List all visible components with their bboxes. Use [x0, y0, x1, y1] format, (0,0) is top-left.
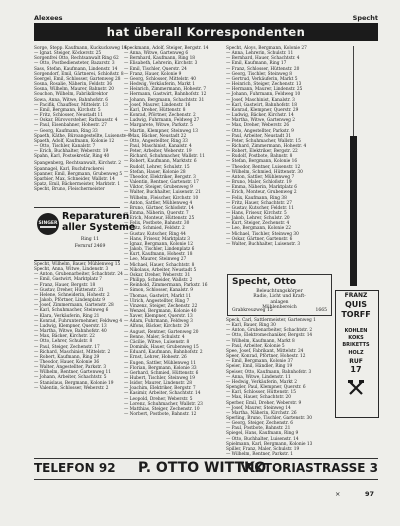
directory-entry: — Felix, Kaufmann, Ring 38 [226, 195, 287, 201]
directory-entry: — Wenzel, Bergmann, Kolonie 40 [124, 308, 197, 314]
directory-entry: — Emil, Bergmann, Kirchstr. 5 [34, 107, 101, 113]
directory-entry: Spaeth, Adolf, Kaufmann, Kolonie 12 [34, 138, 115, 144]
directory-entry: — Hubert, Tischler, Steinweg 19 [124, 376, 195, 381]
ad-reparaturen-phone: Fernruf 2469 [74, 244, 106, 249]
directory-entry: — Nikolaus, Arbeiter, Neustadt 5 [124, 267, 197, 273]
tower-line-5: KOKS [348, 335, 364, 341]
tower-line-8: RUF [349, 358, 363, 365]
directory-entry: Sorge, Stepp. Kaufmann, Kuckucksweg 14 [34, 46, 127, 51]
directory-entry: — Bernhard, Kaufmann, Ring 18 [124, 56, 196, 62]
directory-entry: Spatz, Emil, Bäckermeister, Marktstr. 1 [34, 182, 121, 188]
directory-entry: — Georg, Steiger, Zechenstr. 6 [226, 421, 293, 427]
directory-entry: — Jakob, Tischler, Lindenplatz 6 [124, 247, 195, 253]
directory-entry: Specht, Anna, Witwe, Lindenstr. 3 [34, 267, 109, 273]
directory-entry: — Stefan, Bergmann, Kolonie 16 [226, 159, 298, 165]
directory-entry: — Philipp, Schneider, Wallstr. 2 [124, 278, 193, 284]
directory-entry: — Isidor, Maurer, Lindenstr. 28 [124, 381, 192, 387]
directory-entry: — Thomas, Gastwirt, Markt 11 [124, 293, 192, 299]
directory-entry: — Johann, Fuhrmann, Feldweg 10 [226, 92, 301, 98]
directory-entry: — Ludwig, Bäcker, Kirchstr. 14 [226, 113, 294, 119]
directory-entry: — Helene, Schneiderin, Hohestr. 2 [34, 292, 110, 298]
directory-entry: — Theodor, Rentner, Luisenstr. 12 [226, 164, 301, 170]
directory-entry: — Oskar, Dreher, Weberstr. 31 [124, 272, 191, 278]
directory-entry: — Reinhold, Zimmermann, Parkstr. 16 [124, 283, 208, 289]
directory-entry: — Otto, Postbediensteter, Bazarstr. 3 [34, 61, 115, 67]
directory-entry: — Rudolf, Lehrer, Schulstr. 15 [124, 164, 190, 170]
directory-entry: — Hermann, Gastwirt, Bahnhofstr. 12 [124, 92, 207, 98]
directory-entry: Sosna, Rosalie, Näherin, Feldstr. 36 [34, 82, 113, 88]
directory-entry: — Wilhelm, Rentner, Parkstr. 1 [226, 452, 294, 458]
directory-entry: — Josef, Maurer, Lindenstr. 16 [124, 102, 191, 108]
ad-reparaturen-line2: aller Systeme [62, 222, 136, 233]
directory-entry: — Konrad, Fuhrunternehmer, Feldweg 4 [34, 318, 123, 324]
directory-entry: — Karl, Dreher, Hüttenstr. 8 [124, 107, 186, 113]
directory-entry: — Fritz, Hauer, Schachtstr. 27 [226, 200, 293, 206]
directory-entry: — Bernhard, Hauer, Schachtstr. 4 [226, 56, 300, 62]
ad-specht-phone: 1665 [315, 308, 327, 313]
column-1 [34, 46, 131, 193]
directory-entry: — Jakob, Pförtner, Lindenplatz 9 [34, 298, 105, 304]
directory-entry: — Florian, Bergmann, Kolonie 33 [124, 365, 197, 371]
directory-entry: — Max, Dreher, Weberstr. 26 [226, 123, 290, 129]
directory-entry: — Emil, Gastwirt, Marktplatz 7 [34, 277, 102, 283]
footer-ad-phone: TELEFON 92 [34, 461, 116, 475]
directory-entry: — Rudolf, Postbote, Bahnstr. 8 [226, 154, 293, 160]
directory-entry: — Wilhelm, Kaufmann, Markt 8 [226, 338, 295, 344]
ad-specht-name: Specht, Otto [232, 277, 297, 287]
directory-entry: — Karl, Bauer, Ring 30 [226, 323, 276, 329]
directory-entry: — Theodor, Hauer, Kolonie 36 [34, 359, 100, 365]
directory-entry: — Dominik, Hauer, Grubenweg 15 [124, 345, 199, 351]
singer-logo-text: SINGER [38, 221, 58, 226]
directory-entry: — Michael, Tischler, Steinweg 30 [226, 231, 299, 237]
directory-entry: — Hans, Friseur, Marktplatz 3 [124, 236, 191, 242]
directory-entry: — Erich, Monteur, Hüttenstr. 25 [124, 216, 195, 222]
directory-entry: — Fritz, Schlosser, Neustadt 11 [34, 113, 104, 119]
directory-entry: — Ludwig, Fuhrmann, Feldweg 27 [124, 118, 200, 124]
tower-line-9: 17 [350, 365, 362, 374]
directory-entry: — Konrad, Pförtner, Zechenstr. 2 [124, 113, 196, 119]
directory-entry: — Paul, Steiger, Zechenstr. 17 [34, 344, 100, 350]
directory-entry: — Kasimir, Arbeiter, Schachtstr. 14 [124, 391, 201, 397]
hammer-pick-icon [348, 380, 364, 396]
column-2-entries [124, 46, 220, 417]
tower-line-4: KOHLEN [344, 328, 368, 334]
directory-entry: — Otto, Tischler, Kanalstr. 7 [34, 143, 96, 149]
directory-entry: — Joachim, Elektriker, Bergstr. 7 [124, 386, 196, 392]
directory-entry: — Ludwig, Klempner, Querstr. 13 [34, 323, 107, 329]
directory-entry: — Anton, Grubenarbeiter, Schachtstr. 24 [34, 272, 123, 278]
directory-entry: — Cäcilie, Witwe, Luisenstr. 8 [124, 339, 190, 345]
directory-entry: — Josef, Zimmermann, Gartenstr. 28 [34, 303, 114, 309]
directory-entry: — Kurt, Steiger, Zechenstr. 4 [226, 221, 290, 227]
directory-entry: — Elisabeth, Lehrerin, Kirchstr. 3 [124, 61, 198, 67]
directory-entry: Spaeth, Käthe, Büroangestellte, Luisenstr. 9 [34, 133, 131, 139]
directory-entry: Sperber, Emil, Dreher, Weberstr. 9 [226, 400, 302, 406]
ad-specht-line1: Beleuchtungskörper [256, 289, 303, 294]
directory-entry: — Max, Hauer, Schachtstr. 20 [226, 395, 292, 401]
ad-reparaturen-address: Ring 11 [80, 237, 100, 242]
directory-entry: Spiegel, Hans, Kaufmann, Ring 9 [226, 431, 299, 437]
directory-entry: Spee, Josef, Fabrikant, Mittelstr. 24 [226, 348, 304, 354]
footer-ad [34, 458, 378, 480]
running-head-right: Specht [352, 14, 378, 22]
directory-entry: — Otto, Elektromechaniker, Bergstr. 14 [226, 333, 313, 339]
ad-reparaturen [34, 207, 136, 261]
banner-headline: hat überall Korrespondenten [34, 23, 378, 41]
directory-entry: — Alfons, Bäcker, Kirchstr. 29 [124, 324, 190, 330]
directory-entry: — Peter, Schuhmacher, Wallstr. 15 [226, 138, 301, 144]
directory-entry: — Peter, Arbeiter, Weberstr. 19 [124, 149, 192, 155]
directory-entry: — Bruno, Gärtner, Schloßstr. 14 [124, 205, 194, 211]
directory-entry: — Paul, Maschinist, Kanalstr. 4 [124, 143, 192, 149]
directory-entry: — Leo, Maurer, Steinweg 27 [124, 257, 187, 263]
directory-entry: Specht, Aloys, Bergmann, Kolonie 27 [226, 46, 307, 51]
directory-entry: — Felix, Postbote, Bahnstr. 30 [124, 221, 190, 227]
directory-entry: — Johann, Bergmann, Schachtstr. 31 [124, 97, 205, 103]
directory-entry: — Stefan, Hauer, Kolonie 28 [124, 169, 186, 175]
directory-entry: — Hedwig, Verkäuferin, Markt 1 [124, 82, 195, 88]
directory-entry: — Hans, Friseur, Kirchstr. 5 [226, 211, 287, 216]
directory-entry: — Matthias, Steiger, Zechenstr. 10 [124, 406, 200, 412]
directory-entry: — Gertrud, Verkäuferin, Markt 5 [226, 76, 298, 82]
directory-entry: Spielmann, Karl, Bergmann, Kolonie 13 [226, 441, 313, 447]
directory-entry: — Benno, Maler, Schulstr. 4 [124, 334, 185, 340]
directory-entry: — Georg, Schlosser, Mittelstr. 40 [124, 76, 196, 82]
footer-ad-name: P. OTTO WITTKO [138, 460, 267, 476]
directory-entry: — Kurt, Kaufmann, Hohestr. 18 [124, 252, 193, 258]
directory-entry: Sosna, Wilhelm, Maurer, Bahnstr. 20 [34, 87, 114, 93]
directory-entry: Spannagel, Karl, Buchdruckerei [34, 166, 104, 172]
footer-ad-street: VIKTORIASTRASSE 3 [240, 461, 378, 475]
directory-entry: — Anton, Sattler, Mühlenweg 7 [226, 174, 295, 180]
tower-line-7: HOLZ [348, 350, 364, 356]
directory-entry: — Franz, Hauer, Bergstr. 18 [34, 282, 96, 288]
directory-entry: — Richard, Maschinist, Mittelstr. 2 [34, 349, 111, 355]
directory-entry: Speiser, Otto, Kaufmann, Bahnhofstr. 3 [226, 369, 312, 375]
directory-entry: — Gustav, Dreher, Hüttenstr. 31 [34, 287, 104, 293]
directory-entry: — Max, Bäcker, Kirchstr. 22 [34, 334, 95, 340]
directory-entry: — Adam, Fuhrmann, Feldweg 3 [124, 319, 193, 325]
directory-entry: — Leo, Bergmann, Kolonie 22 [226, 226, 291, 232]
column-1-lower [34, 262, 123, 391]
directory-entry: — Josef, Maurer, Steinweg 14 [226, 405, 291, 411]
directory-entry: — Lorenz, Schuhmacher, Wallstr. 23 [124, 401, 203, 407]
directory-entry: — Emma, Näherin, Querstr. 7 [124, 211, 189, 216]
ad-specht-line3: anlagen [270, 299, 289, 305]
column-1-entries-b [34, 161, 123, 193]
directory-entry: — Martha, Witwe, Gartenweg 2 [226, 118, 296, 124]
directory-entry: — Hermann, Maurer, Lindenstr. 25 [226, 87, 303, 93]
tower-line-2: QUIS [344, 300, 368, 309]
directory-entry: — Gustav, Kutscher, Ring 44 [124, 231, 186, 237]
directory-entry: — Max, Bäcker, Neustadt 22 [124, 133, 187, 139]
directory-entry: — Anna, Witwe, Lindenstr. 11 [226, 374, 291, 380]
directory-entry: Speer, Konrad, Pförtner, Hohestr. 12 [226, 354, 306, 360]
directory-entry: Sorgenfrei Otto, Rechtsanwalt Ring 62 [34, 56, 119, 62]
column-3 [226, 46, 330, 247]
directory-entry: — Georg, Kaufmann, Ring 33 [34, 128, 98, 134]
directory-entry: — Wilhelm, Fleischer, Kirchstr. 10 [124, 195, 199, 201]
directory-entry: — Walter, Buchhalter, Luisenstr. 3 [226, 241, 301, 247]
directory-entry: — Eugen, Sattler, Mühlenweg 11 [124, 360, 196, 366]
directory-entry: — Ignaz, Bergmann, Kolonie 12 [124, 241, 194, 247]
directory-entry: — Bruno, Maler, Schloßstr. 19 [226, 180, 292, 186]
directory-entry: — Martin, Klempner, Steinweg 13 [124, 128, 199, 134]
directory-entry: Speck, Carl, Sattlermeister, Gartenweg 1 [226, 318, 316, 323]
directory-entry: Sperling, Bruno, Tischler, Gartenstr. 30 [226, 415, 313, 421]
directory-entry: Specht, Wilhelm, Bauer, Mühlenweg 15 [34, 262, 121, 267]
directory-entry: — Gustav, Kutscher, Feldstr. 11 [226, 205, 294, 211]
directory-entry: — Ignat. Steiger, Köckerstr. 25 [34, 51, 102, 57]
directory-entry: — Eduard, Kaufmann, Bahnhofstr. 2 [124, 350, 203, 356]
directory-entry: — Wilhelm, Rentner, Gartenweg 11 [34, 370, 112, 376]
directory-entry: Sass, Stefan, Kaufmann, Lindenstr. 14 [34, 66, 118, 72]
directory-entry: — Fritz, Schmied, Feldstr. 2 [124, 226, 185, 232]
directory-entry: — Margarete, Witwe, Parkstr. 5 [124, 123, 193, 129]
column-3-entries-b [226, 318, 330, 457]
directory-entry: — Anton, Grubenarbeiter, Schachtstr. 2 [226, 328, 313, 334]
directory-entry: — Otto, Angestellter, Ring 33 [124, 138, 188, 144]
directory-entry: — Robert, Kaufmann, Marktstr. 6 [124, 159, 197, 165]
directory-entry: — Heinrich, Steiger, Zechenstr. 13 [226, 82, 302, 88]
directory-entry: — Walter, Buchhalter, Luisenstr. 21 [124, 190, 201, 196]
directory-entry: — Simon, Schlosser, Kanalstr. 9 [124, 288, 193, 294]
directory-entry: — Johann, Arbeiter, Schachtstr. 5 [34, 375, 107, 381]
tower-bar [350, 136, 357, 286]
directory-entry: — Xaver, Klempner, Querstr. 13 [124, 314, 193, 320]
directory-entry: — Erich, Buchhalter, Weberstr. 19 [34, 149, 109, 155]
directory-entry: — Gerhard, Schmied, Hüttenstr. 6 [124, 370, 199, 376]
directory-entry: — Richard, Zimmermann, Hohestr. 4 [226, 143, 307, 149]
directory-entry: Spiller, Franz, Maler, Schulstr. 19 [226, 446, 300, 452]
directory-entry: — Hedwig, Verkäuferin, Markt 2 [226, 379, 297, 385]
directory-entry: Sowa, Anna, Witwe, Bahnhofstr. 6 [34, 97, 109, 103]
directory-entry: — Franz, Hauer, Kolonie 9 [124, 71, 182, 77]
directory-entry: — Martha, Näherin, Kirchstr. 26 [226, 410, 297, 416]
directory-entry: — Karl, Gastwirt, Bahnhofstr. 18 [226, 102, 297, 108]
directory-entry: Spangenberg, Rechtsanwalt, Kirchstr. 2 [34, 161, 121, 167]
directory-entry: — Martha, Witwe, Bahnhofstr. 40 [34, 329, 107, 335]
directory-entry: — Wilhelm, Schmied, Hüttenstr. 30 [226, 169, 303, 175]
column-1-entries-c [34, 262, 123, 391]
ad-specht-address: Grabkreuzweg 15 [232, 308, 273, 313]
directory-entry: Souchon, Wilhelm, Fabrikdirektor [34, 92, 108, 98]
directory-entry: — Anna, Lehrerin, Schulstr. 11 [226, 51, 294, 57]
directory-entry: — Valentin, Rentner, Gartenstr. 17 [124, 180, 199, 186]
directory-entry: — Michael, Hauer, Schachtstr. 8 [124, 262, 195, 268]
directory-entry: — Leopold, Dreher, Weberstr. 5 [124, 396, 193, 402]
directory-entry: — Konrad, Klempner, Querstr. 29 [226, 107, 299, 113]
ad-reparaturen-line1: Reparaturen [62, 211, 130, 222]
directory-entry: — Otto, Buchhalter, Luisenstr. 14 [226, 436, 299, 442]
directory-entry: — Klara, Verkäuferin, Ring 21 [34, 313, 100, 319]
folio-mark: × [335, 490, 341, 498]
running-head-left: Alexees [34, 14, 63, 22]
directory-entry: — Walter, Angestellter, Parkstr. 3 [34, 365, 107, 371]
directory-entry: — Jakob, Lehrer, Schulstr. 20 [226, 216, 290, 222]
directory-entry: — Emil, Tischler, Querstr. 24 [124, 66, 187, 72]
directory-entry: — Josef, Maschinist, Kanalstr. 3 [226, 97, 295, 103]
directory-entry: Spanner, Emil, Bergmann, Grubenweg 5 [34, 171, 123, 177]
directory-entry: — Paul, Arbeiter, Neustadt 31 [226, 133, 292, 139]
column-1-entries [34, 46, 131, 160]
tower-line-3: TORFF [341, 310, 371, 319]
directory-entry: — Oskar, Bürovorsteher, Rathausstr. 4 [34, 118, 118, 124]
directory-entry: — Emil, Kaufmann, Ring 17 [226, 61, 287, 67]
directory-entry: — Otto, Angestellter, Parkstr. 9 [226, 128, 294, 134]
directory-entry: — Georg, Tischler, Steinweg 8 [226, 71, 293, 77]
directory-entry: Sorgendorf, Emil, Gärtnerei, Schloßstr. 8 [34, 71, 124, 77]
tower-line-6: BRIKETTS [342, 342, 370, 348]
directory-entry: — Paul, Eisenbahner, Hohestr. 27 [34, 123, 107, 129]
directory-entry: — Paul, Arbeiter, Kolonie 5 [226, 343, 285, 349]
ad-specht-line2: Radio, Licht und Kraft- [253, 294, 306, 300]
directory-entry: — Anna, Witwe, Gartenweg 6 [124, 51, 189, 57]
tower-line-1: FRANZ [344, 292, 368, 299]
directory-entry: — Vinzenz, Steiger, Zechenstr. 22 [124, 303, 198, 309]
column-3-lower [226, 318, 330, 457]
page-number: 97 [365, 490, 375, 498]
directory-entry: — Anton, Sattler, Mühlenweg 4 [124, 200, 193, 206]
directory-entry: — Stanislaus, Bergmann, Kolonie 19 [34, 380, 114, 386]
directory-entry: Spengler, Paul, Klempner, Querstr. 6 [226, 385, 306, 391]
ad-tower [334, 46, 378, 420]
singer-logo-icon [37, 213, 59, 235]
directory-entry: — Emma, Näherin, Marktplatz 6 [226, 185, 297, 191]
ad-specht [227, 274, 332, 316]
directory-entry: — Karl, Schlosser, Hüttenstr. 15 [226, 390, 296, 396]
directory-entry: — Paul, Postbote, Bahnstr. 21 [226, 426, 291, 432]
directory-entry: — Pacifik, Chauffeur, Mittelstr. 13 [34, 102, 108, 108]
directory-entry: — Franz, Schlosser, Hüttenstr. 20 [226, 66, 300, 72]
directory-entry: — Ulrich, Angestellter, Ring 7 [124, 298, 190, 304]
directory-entry: — Ernst, Lehrer, Hohestr. 26 [124, 355, 187, 361]
directory-entry: — Emil, Bergmann, Kolonie 37 [226, 359, 293, 365]
directory-entry: — Erich, Monteur, Grubenweg 2 [226, 190, 297, 196]
column-3-entries [226, 46, 330, 247]
directory-entry: — Valentin, Schlosser, Weberstr. 2 [34, 385, 109, 391]
directory-entry: — Heinrich, Zimmermann, Hohestr. 7 [124, 87, 207, 93]
column-2 [124, 46, 220, 417]
directory-entry: — Norbert, Postbote, Bahnstr. 12 [124, 412, 197, 418]
directory-entry: — August, Rentner, Gartenweg 20 [124, 329, 199, 335]
directory-entry: — Robert, Kaufmann, Ring 29 [34, 354, 100, 360]
directory-entry: — Theodor, Elektriker, Bergstr. 3 [124, 174, 196, 180]
directory-entry: Soergel, Emil, Schlosser, Gartenweg 28 [34, 76, 121, 82]
directory-entry: — Otto, Lehrer, Schulstr. 8 [34, 339, 93, 345]
directory-entry: — Robert, Elektriker, Bergstr. 22 [226, 149, 298, 155]
directory-entry: Sparbier, Max, Schneider, Wallstr. 14 [34, 176, 115, 182]
ad-specht-line4: Mühlenbereich [262, 304, 297, 310]
ad-specht-description [228, 289, 331, 310]
directory-entry: Specht, Bruno, Fleischermeister [34, 187, 105, 193]
directory-entry: Spahn, Karl, Postsekretär, Ring 40 [34, 154, 110, 160]
directory-entry: — Richard, Schuhmacher, Wallstr. 11 [124, 154, 205, 160]
directory-entry: — Viktor, Steiger, Grubenweg 9 [124, 185, 193, 191]
directory-entry: Speier, Emil, Händler, Ring 19 [226, 364, 293, 370]
directory-entry: — Karl, Schuhmacher, Steinweg 6 [34, 308, 109, 314]
directory-entry: — Oskar, Gärtner, Gartenstr. 6 [226, 236, 293, 242]
directory-entry: Speckmann, Adolf, Steiger, Bergstr. 14 [124, 46, 209, 51]
